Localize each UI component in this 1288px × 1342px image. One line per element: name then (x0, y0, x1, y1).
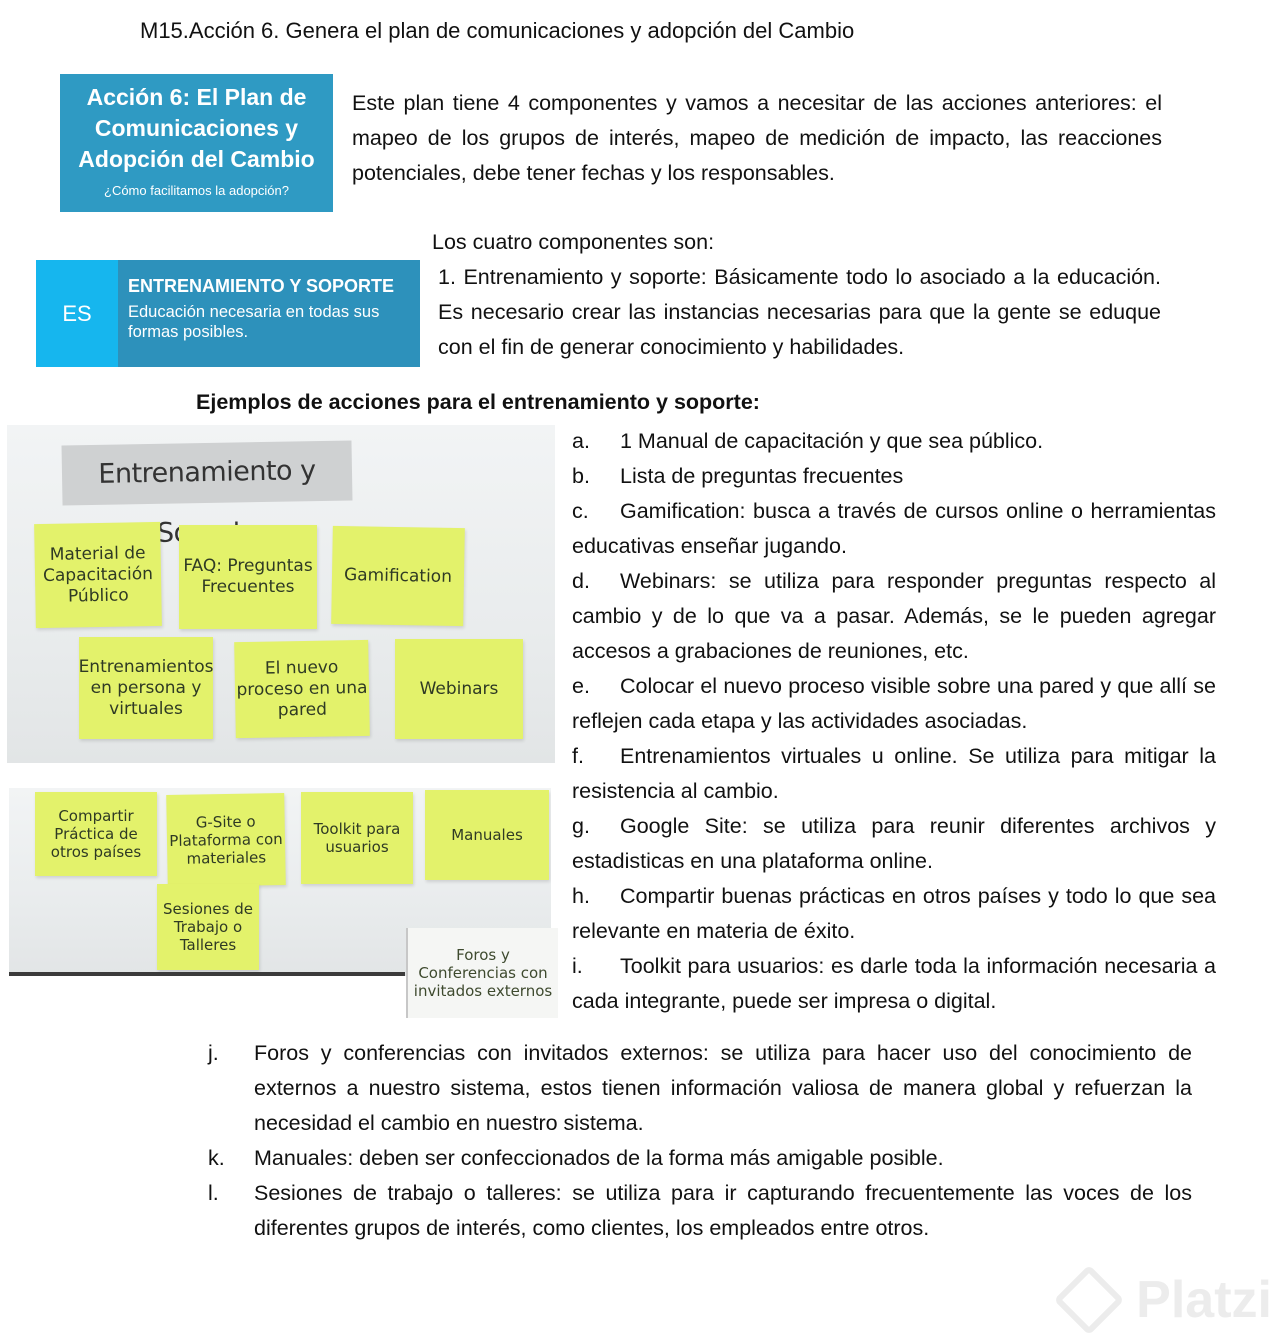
examples-heading: Ejemplos de acciones para el entrenamiento y soporte: (196, 390, 760, 414)
list-item-text: Manuales: deben ser confeccionados de la forma más amigable posible. (254, 1146, 944, 1170)
accion-6-banner (60, 74, 333, 212)
list-item-label: c. (572, 499, 589, 523)
list-item (208, 1141, 1192, 1176)
list-item-text: Compartir buenas prácticas en otros países y todo lo que sea relevante en materia de éxito. (572, 884, 1216, 943)
list-item-label: g. (572, 814, 590, 838)
list-item-label: a. (572, 429, 590, 453)
banner-subtitle: ¿Cómo facilitamos la adopción? (104, 183, 289, 198)
list-item-text: Foros y conferencias con invitados externos: se utiliza para hacer uso del conocimiento de externos a nuestro sistema, estos tienen información valiosa de manera global y refuerzan la necesidad el cambio en nuestro sistema. (254, 1041, 1192, 1135)
sticky-note: Gamification (331, 526, 465, 626)
list-item-label: e. (572, 674, 590, 698)
es-badge: ES (36, 260, 118, 367)
sticky-note: Sesiones de Trabajo o Talleres (157, 884, 259, 970)
list-item-label: f. (572, 744, 584, 768)
component-1-paragraph: 1. Entrenamiento y soporte: Básicamente todo lo asociado a la educación. Es necesario crear las instancias necesarias para que la gente se eduque con el fin de generar conocimiento y habilidades. (438, 265, 1161, 359)
list-item-text: Google Site: se utiliza para reunir diferentes archivos y estadisticas en una plataforma online. (572, 814, 1216, 873)
list-item-text: Sesiones de trabajo o talleres: se utiliza para ir capturando frecuentemente las voces de los diferentes grupos de interés, como clientes, los empleados entre otros. (254, 1181, 1192, 1240)
list-item-text: 1 Manual de capacitación y que sea público. (620, 429, 1044, 453)
platzi-watermark (1064, 1270, 1272, 1330)
examples-bottom-list (208, 1036, 1192, 1246)
list-item (572, 459, 1216, 494)
list-item (572, 669, 1216, 739)
sticky-note: Manuales (425, 790, 549, 880)
list-item-text: Entrenamientos virtuales u online. Se utiliza para mitigar la resistencia al cambio. (572, 744, 1216, 803)
banner-es-heading: ENTRENAMIENTO Y SOPORTE (128, 276, 395, 296)
list-item (572, 879, 1216, 949)
list-item (208, 1036, 1192, 1141)
list-item (572, 564, 1216, 669)
list-item-text: Lista de preguntas frecuentes (620, 464, 904, 488)
list-item (572, 424, 1216, 459)
entrenamiento-soporte-banner (36, 260, 420, 367)
list-item (572, 809, 1216, 879)
sticky-note: Material de Capacitación Público (34, 522, 162, 628)
page-title: M15.Acción 6. Genera el plan de comunicaciones y adopción del Cambio (140, 18, 855, 43)
list-item-text: Toolkit para usuarios: es darle toda la información necesaria a cada integrante, puede ser impresa o digital. (572, 954, 1216, 1013)
sticky-note: FAQ: Preguntas Frecuentes (179, 525, 317, 629)
list-item (572, 494, 1216, 564)
list-item (208, 1176, 1192, 1246)
banner-es-description: Educación necesaria en todas sus formas posibles. (128, 303, 380, 341)
list-item-label: j. (208, 1041, 219, 1065)
divider (9, 972, 405, 976)
list-item-text: Webinars: se utiliza para responder preguntas respecto al cambio y de lo que va a pasar. Además, se le pueden agregar accesos a grabaciones de reuniones, etc. (572, 569, 1216, 663)
intro-paragraph: Este plan tiene 4 componentes y vamos a necesitar de las acciones anteriores: el mapeo de los grupos de interés, mapeo de medición de impacto, las reacciones potenciales, debe tener fechas y los responsables. (352, 91, 1162, 185)
sticky-note: Webinars (395, 639, 523, 739)
examples-side-list (572, 424, 1216, 1019)
banner-title: Acción 6: El Plan de Comunicaciones y Adopción del Cambio (78, 84, 315, 172)
list-item-text: Colocar el nuevo proceso visible sobre una pared y que allí se reflejen cada etapa y las actividades asociadas. (572, 674, 1216, 733)
sticky-note: El nuevo proceso en una pared (234, 640, 370, 738)
list-item-label: k. (208, 1146, 225, 1170)
list-item-label: b. (572, 464, 590, 488)
list-item (572, 739, 1216, 809)
list-item-text: Gamification: busca a través de cursos online o herramientas educativas enseñar jugando. (572, 499, 1216, 558)
watermark-text: Platzi (1136, 1271, 1272, 1329)
sticky-note: Entrenamientos en persona y virtuales (79, 637, 213, 739)
sticky-note: G-Site o Plataforma con materiales (166, 793, 286, 887)
list-item (572, 949, 1216, 1019)
sticky-note: Toolkit para usuarios (301, 792, 413, 884)
sticky-note: Compartir Práctica de otros países (35, 792, 157, 876)
sticky-note: Foros y Conferencias con invitados externos (406, 928, 558, 1018)
platzi-logo-icon (1054, 1265, 1125, 1336)
list-item-label: l. (208, 1181, 219, 1205)
board-title: Entrenamiento y (61, 440, 352, 505)
list-item-label: i. (572, 954, 583, 978)
list-item-label: d. (572, 569, 590, 593)
components-intro: Los cuatro componentes son: (432, 230, 715, 254)
list-item-label: h. (572, 884, 590, 908)
sticky-board-photo-top (7, 425, 555, 763)
